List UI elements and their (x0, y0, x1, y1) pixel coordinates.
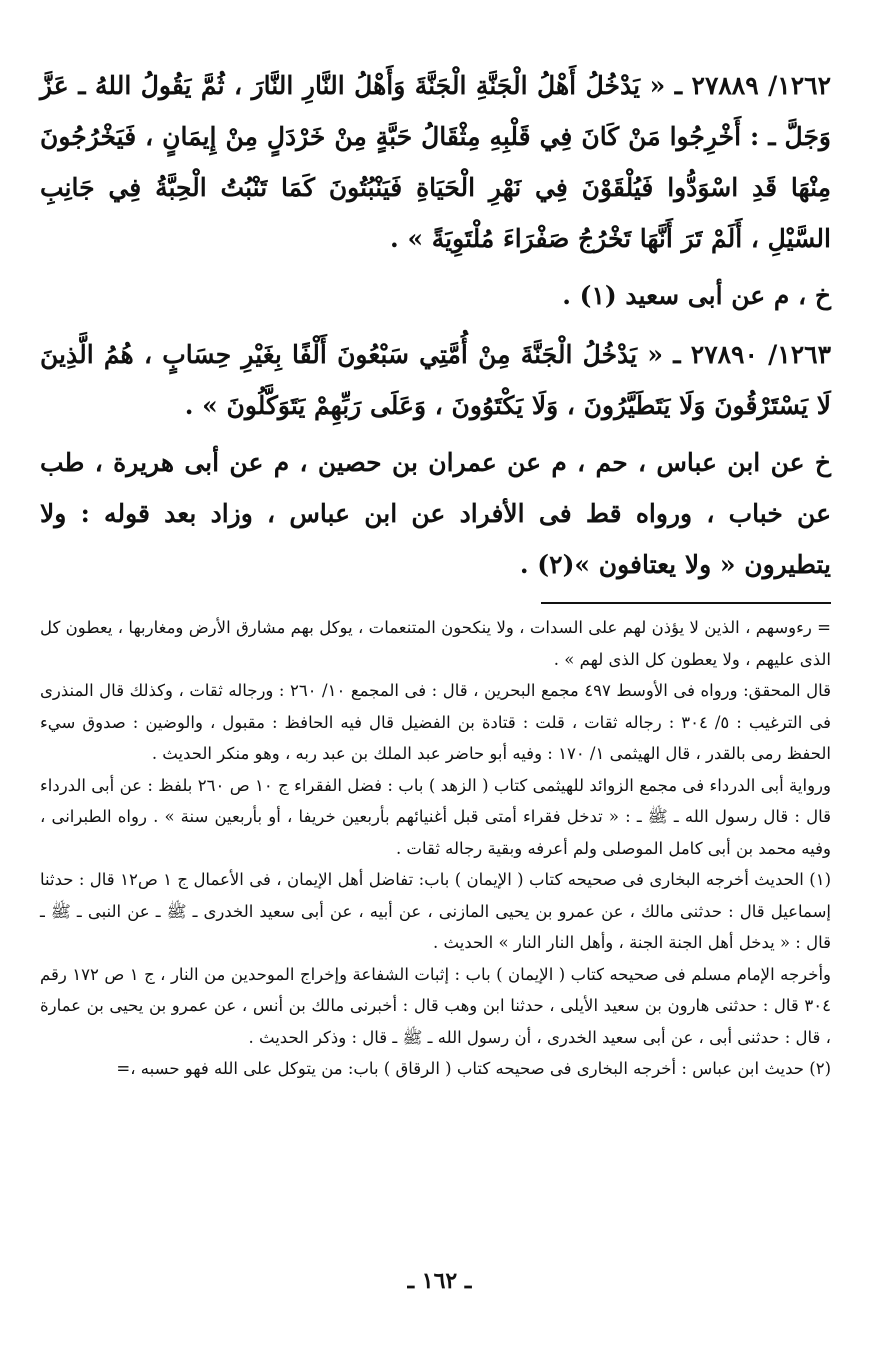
hadith-1262: ١٢٦٢/ ٢٧٨٨٩ ـ « يَدْخُلُ أَهْلُ الْجَنَّةِ الْجَنَّةَ وَأَهْلُ النَّارِ النَّارَ ، ثُمَّ يَقُولُ اللهُ ـ عَزَّ وَجَلَّ ـ : أَخْرِجُوا مَنْ كَانَ فِي قَلْبِهِ مِثْقَالُ حَبَّةٍ مِنْ خَرْدَلٍ مِنْ إِيمَانٍ ، فَيَخْرُجُونَ مِنْهَا قَدِ اسْوَدُّوا فَيُلْقَوْنَ فِي نَهْرِ الْحَيَاةِ فَيَنْبُتُونَ كَمَا تَنْبُتُ الْحِبَّةُ فِي جَانِبِ السَّيْلِ ، أَلَمْ تَرَ أَنَّهَا تَخْرُجُ صَفْرَاءَ مُلْتَوِيَةً » . (40, 71, 831, 253)
source-1263: خ عن ابن عباس ، حم ، م عن عمران بن حصين ، م عن أبى هريرة ، طب عن خباب ، ورواه قط فى الأفراد عن ابن عباس ، وزاد بعد قوله : ولا يتطيرون « ولا يعتافون »(٢) . (40, 448, 831, 579)
page-number: ـ ١٦٢ ـ (407, 1268, 472, 1294)
footnote-1-bukhari: (١) الحديث أخرجه البخارى فى صحيحه كتاب ( الإيمان ) باب: تفاضل أهل الإيمان ، فى الأعمال ج ١ ص١٢ قال : حدثنا إسماعيل قال : حدثنى مالك ، عن عمرو بن يحيى المازنى ، عن أبيه ، عن أبى سعيد الخدرى ـ ﷺ ـ عن النبى ـ ﷺ ـ قال : « يدخل أهل الجنة الجنة ، وأهل النار النار » الحديث . (40, 870, 832, 952)
source-1262: خ ، م عن أبى سعيد (١) . (562, 281, 831, 310)
hadith-1263: ١٢٦٣/ ٢٧٨٩٠ ـ « يَدْخُلُ الْجَنَّةَ مِنْ أُمَّتِي سَبْعُونَ أَلْفًا بِغَيْرِ حِسَابٍ ، هُمُ الَّذِينَ لَا يَسْتَرْقُونَ وَلَا يَتَطَيَّرُونَ ، وَلَا يَكْتَوُونَ ، وَعَلَى رَبِّهِمْ يَتَوَكَّلُونَ » . (40, 340, 831, 420)
footnote-1-muslim: وأخرجه الإمام مسلم فى صحيحه كتاب ( الإيمان ) باب : إثبات الشفاعة وإخراج الموحدين من النار ، ج ١ ص ١٧٢ رقم ٣٠٤ قال : حدثنى هارون بن سعيد الأيلى ، حدثنا ابن وهب قال : أخبرنى مالك بن أنس ، عن عمرو بن يحيى بن عمارة ، قال : حدثنى أبى ، عن أبى سعيد الخدرى ، أن رسول الله ـ ﷺ ـ قال : وذكر الحديث . (40, 964, 831, 1047)
footnote-2: (٢) حديث ابن عباس : أخرجه البخارى فى صحيحه كتاب ( الرقاق ) باب: من يتوكل على الله فهو حسبه ،= (116, 1059, 831, 1078)
footnote-verifier-note: قال المحقق: ورواه فى الأوسط ٤٩٧ مجمع البحرين ، قال : فى المجمع ١٠/ ٢٦٠ : ورجاله ثقات ، وكذلك قال المنذرى فى الترغيب : ٥/ ٣٠٤ : رجاله ثقات ، قلت : قتادة بن الفضيل قال فيه الحافظ : مقبول ، والوضين : صدوق سيء الحفظ رمى بالقدر ، قال الهيثمى ١/ ١٧٠ : وفيه أبو حاضر عبد الملك بن عبد ربه ، وهو منكر الحديث . (40, 681, 831, 763)
footnote-abu-darda: ورواية أبى الدرداء فى مجمع الزوائد للهيثمى كتاب ( الزهد ) باب : فضل الفقراء ج ١٠ ص ٢٦٠ بلفظ : عن أبى الدرداء قال : قال رسول الله ـ ﷺ ـ : « تدخل فقراء أمتى قبل أغنيائهم بأربعين خريفا ، أو بأربعين سنة » . رواه الطبرانى ، وفيه محمد بن أبى كامل الموصلى ولم أعرفه وبقية رجاله ثقات . (40, 775, 831, 858)
footnotes (40, 612, 831, 1085)
footnote-divider (541, 602, 831, 604)
main-text (40, 60, 831, 590)
footnote-continuation: = رءوسهم ، الذين لا يؤذن لهم على السدات ، ولا ينكحون المتنعمات ، يوكل بهم مشارق الأرض ومغاربها ، يعطون كل الذى عليهم ، ولا يعطون كل الذى لهم » . (40, 618, 831, 669)
